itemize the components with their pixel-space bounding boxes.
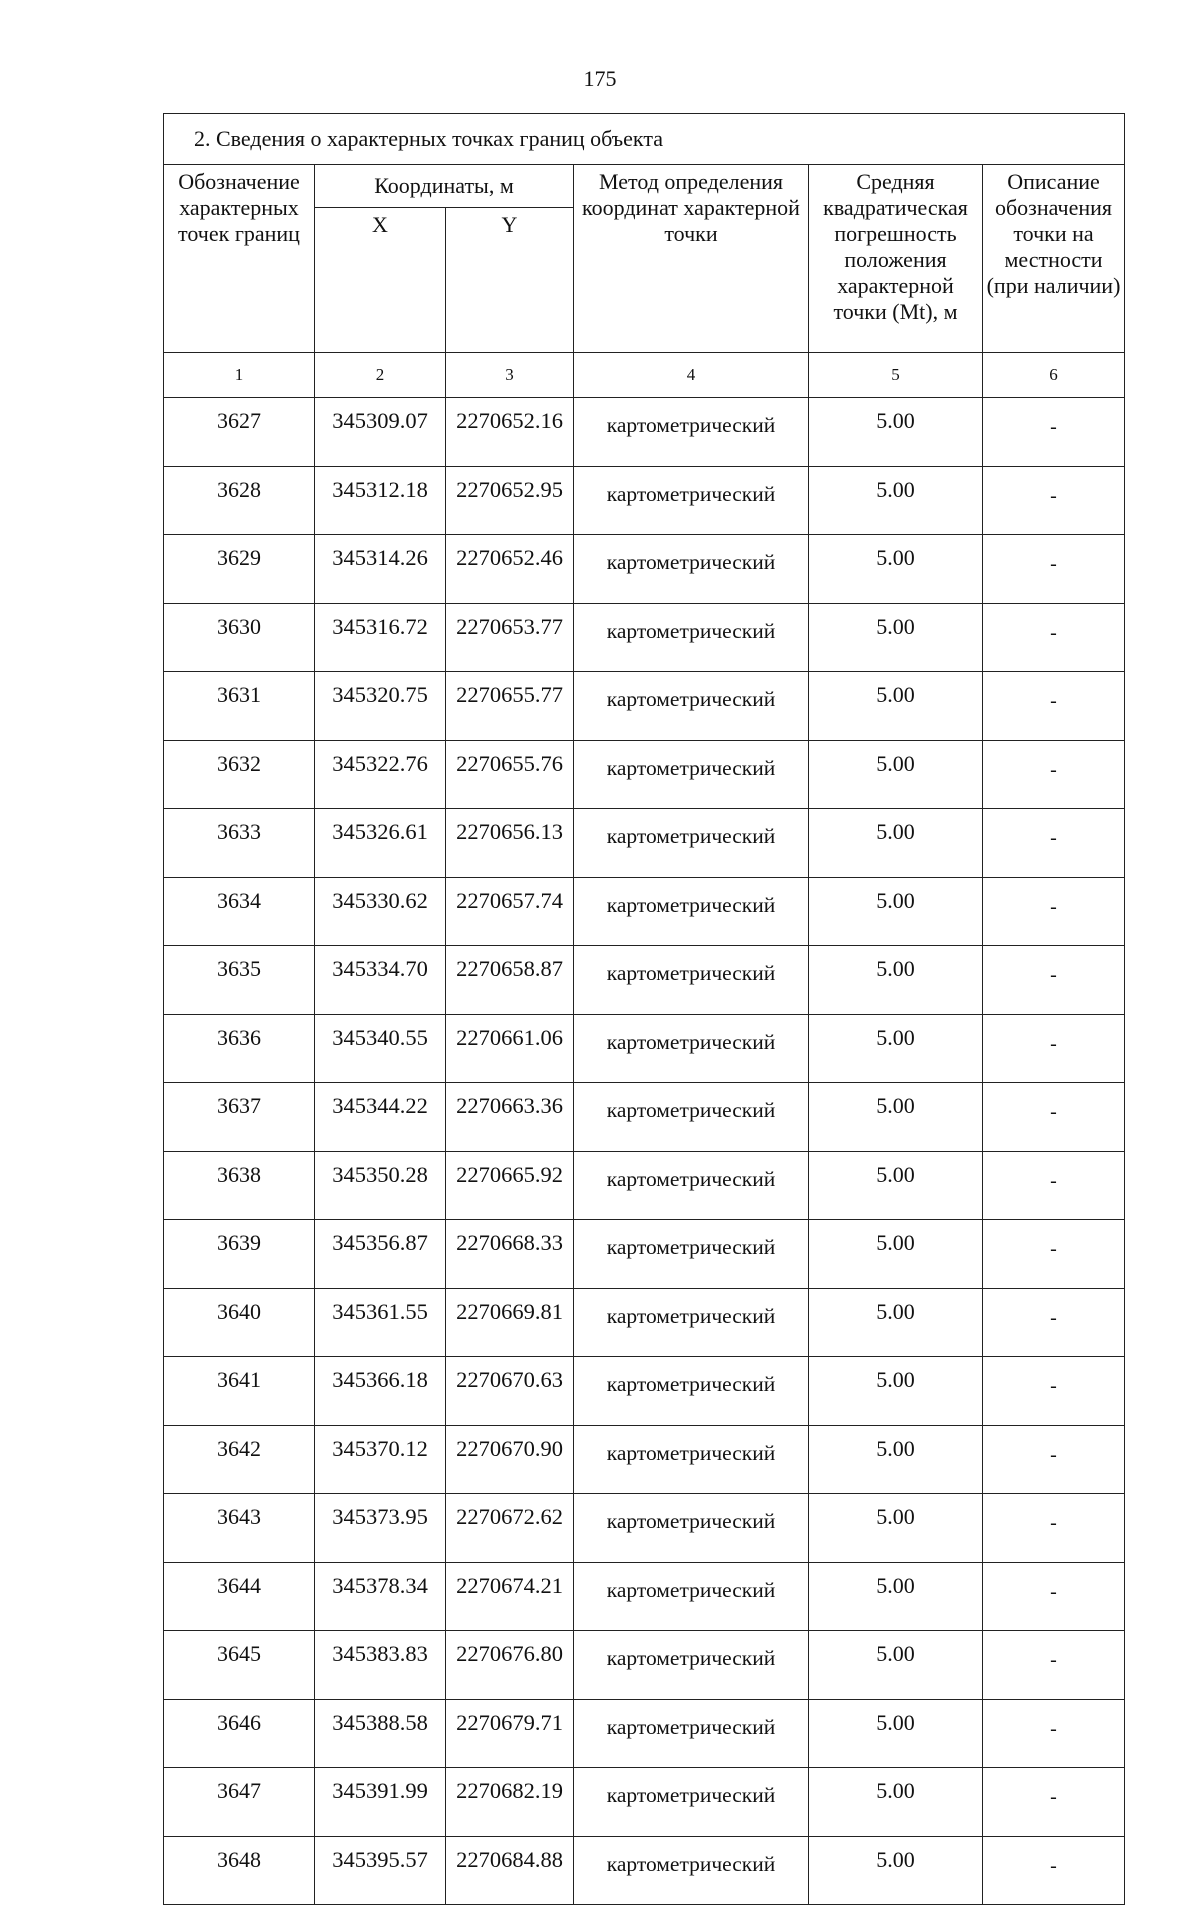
- coordinate-y: 2270652.16: [446, 398, 574, 467]
- description-cell: -: [983, 877, 1125, 946]
- description-cell: -: [983, 1494, 1125, 1563]
- point-id: 3648: [164, 1836, 315, 1905]
- error-cell: 5.00: [809, 1288, 983, 1357]
- table-row: [164, 398, 1125, 467]
- description-cell: -: [983, 1836, 1125, 1905]
- table-row: [164, 740, 1125, 809]
- error-cell: 5.00: [809, 946, 983, 1015]
- description-cell: -: [983, 946, 1125, 1015]
- coordinate-y: 2270668.33: [446, 1220, 574, 1289]
- method-cell: картометрический: [574, 1357, 809, 1426]
- coordinate-y: 2270661.06: [446, 1014, 574, 1083]
- table-row: [164, 466, 1125, 535]
- method-cell: картометрический: [574, 1768, 809, 1837]
- coordinate-x: 345340.55: [315, 1014, 446, 1083]
- header-y: Y: [446, 208, 574, 353]
- coordinate-x: 345334.70: [315, 946, 446, 1015]
- description-cell: -: [983, 1425, 1125, 1494]
- error-cell: 5.00: [809, 1562, 983, 1631]
- table-row: [164, 1631, 1125, 1700]
- column-number: 3: [446, 353, 574, 398]
- point-id: 3642: [164, 1425, 315, 1494]
- method-cell: картометрический: [574, 1083, 809, 1152]
- error-cell: 5.00: [809, 1699, 983, 1768]
- coordinate-y: 2270684.88: [446, 1836, 574, 1905]
- method-cell: картометрический: [574, 1288, 809, 1357]
- header-method: Метод определения координат характерной точки: [574, 165, 809, 353]
- point-id: 3641: [164, 1357, 315, 1426]
- point-id: 3638: [164, 1151, 315, 1220]
- header-designation: Обозначение характерных точек границ: [164, 165, 315, 353]
- method-cell: картометрический: [574, 1631, 809, 1700]
- error-cell: 5.00: [809, 1631, 983, 1700]
- coordinate-y: 2270670.63: [446, 1357, 574, 1426]
- method-cell: картометрический: [574, 946, 809, 1015]
- coordinate-y: 2270665.92: [446, 1151, 574, 1220]
- method-cell: картометрический: [574, 603, 809, 672]
- coordinate-y: 2270658.87: [446, 946, 574, 1015]
- description-cell: -: [983, 672, 1125, 741]
- coordinate-x: 345366.18: [315, 1357, 446, 1426]
- coordinate-x: 345356.87: [315, 1220, 446, 1289]
- point-id: 3629: [164, 535, 315, 604]
- description-cell: -: [983, 398, 1125, 467]
- description-cell: -: [983, 1151, 1125, 1220]
- coordinate-x: 345344.22: [315, 1083, 446, 1152]
- coordinate-y: 2270682.19: [446, 1768, 574, 1837]
- table-row: [164, 1357, 1125, 1426]
- method-cell: картометрический: [574, 1425, 809, 1494]
- point-id: 3640: [164, 1288, 315, 1357]
- error-cell: 5.00: [809, 1768, 983, 1837]
- table-row: [164, 877, 1125, 946]
- point-id: 3628: [164, 466, 315, 535]
- table-row: [164, 1151, 1125, 1220]
- column-number: 2: [315, 353, 446, 398]
- table-row: [164, 1562, 1125, 1631]
- description-cell: -: [983, 1631, 1125, 1700]
- table-row: [164, 1083, 1125, 1152]
- coordinate-y: 2270663.36: [446, 1083, 574, 1152]
- table-row: [164, 603, 1125, 672]
- coordinate-x: 345383.83: [315, 1631, 446, 1700]
- description-cell: -: [983, 1699, 1125, 1768]
- coordinate-x: 345388.58: [315, 1699, 446, 1768]
- error-cell: 5.00: [809, 398, 983, 467]
- error-cell: 5.00: [809, 1220, 983, 1289]
- point-id: 3633: [164, 809, 315, 878]
- table-row: [164, 535, 1125, 604]
- method-cell: картометрический: [574, 535, 809, 604]
- table-row: [164, 672, 1125, 741]
- coordinate-x: 345326.61: [315, 809, 446, 878]
- method-cell: картометрический: [574, 672, 809, 741]
- column-number: 4: [574, 353, 809, 398]
- point-id: 3630: [164, 603, 315, 672]
- description-cell: -: [983, 1562, 1125, 1631]
- point-id: 3647: [164, 1768, 315, 1837]
- point-id: 3627: [164, 398, 315, 467]
- description-cell: -: [983, 1357, 1125, 1426]
- coordinate-y: 2270679.71: [446, 1699, 574, 1768]
- coordinate-x: 345373.95: [315, 1494, 446, 1563]
- description-cell: -: [983, 1220, 1125, 1289]
- description-cell: -: [983, 740, 1125, 809]
- coordinate-x: 345350.28: [315, 1151, 446, 1220]
- table-row: [164, 1494, 1125, 1563]
- coordinate-x: 345314.26: [315, 535, 446, 604]
- point-id: 3637: [164, 1083, 315, 1152]
- description-cell: -: [983, 466, 1125, 535]
- method-cell: картометрический: [574, 1220, 809, 1289]
- method-cell: картометрический: [574, 809, 809, 878]
- description-cell: -: [983, 603, 1125, 672]
- coordinate-x: 345312.18: [315, 466, 446, 535]
- method-cell: картометрический: [574, 877, 809, 946]
- table-row: [164, 1425, 1125, 1494]
- coordinate-x: 345322.76: [315, 740, 446, 809]
- description-cell: -: [983, 1768, 1125, 1837]
- coordinate-y: 2270676.80: [446, 1631, 574, 1700]
- table-row: [164, 1699, 1125, 1768]
- error-cell: 5.00: [809, 672, 983, 741]
- description-cell: -: [983, 1083, 1125, 1152]
- coordinate-y: 2270656.13: [446, 809, 574, 878]
- coordinate-y: 2270657.74: [446, 877, 574, 946]
- method-cell: картометрический: [574, 1494, 809, 1563]
- point-id: 3645: [164, 1631, 315, 1700]
- point-id: 3631: [164, 672, 315, 741]
- coordinate-y: 2270669.81: [446, 1288, 574, 1357]
- error-cell: 5.00: [809, 1494, 983, 1563]
- description-cell: -: [983, 535, 1125, 604]
- coordinate-y: 2270653.77: [446, 603, 574, 672]
- coordinate-x: 345309.07: [315, 398, 446, 467]
- table-row: [164, 1768, 1125, 1837]
- method-cell: картометрический: [574, 466, 809, 535]
- header-description: Описание обозначения точки на местности (при наличии): [983, 165, 1125, 353]
- coordinate-y: 2270672.62: [446, 1494, 574, 1563]
- column-number: 6: [983, 353, 1125, 398]
- error-cell: 5.00: [809, 1083, 983, 1152]
- method-cell: картометрический: [574, 740, 809, 809]
- point-id: 3639: [164, 1220, 315, 1289]
- error-cell: 5.00: [809, 1357, 983, 1426]
- method-cell: картометрический: [574, 1836, 809, 1905]
- coordinate-x: 345378.34: [315, 1562, 446, 1631]
- coordinate-x: 345391.99: [315, 1768, 446, 1837]
- coordinate-x: 345316.72: [315, 603, 446, 672]
- coordinate-y: 2270652.95: [446, 466, 574, 535]
- method-cell: картометрический: [574, 398, 809, 467]
- point-id: 3636: [164, 1014, 315, 1083]
- table-row: [164, 1220, 1125, 1289]
- coordinate-y: 2270652.46: [446, 535, 574, 604]
- description-cell: -: [983, 1288, 1125, 1357]
- point-id: 3646: [164, 1699, 315, 1768]
- coordinate-x: 345320.75: [315, 672, 446, 741]
- point-id: 3643: [164, 1494, 315, 1563]
- error-cell: 5.00: [809, 466, 983, 535]
- point-id: 3644: [164, 1562, 315, 1631]
- error-cell: 5.00: [809, 535, 983, 604]
- coordinate-x: 345361.55: [315, 1288, 446, 1357]
- error-cell: 5.00: [809, 877, 983, 946]
- description-cell: -: [983, 1014, 1125, 1083]
- error-cell: 5.00: [809, 1425, 983, 1494]
- point-id: 3635: [164, 946, 315, 1015]
- section-title: 2. Сведения о характерных точках границ объекта: [164, 114, 1125, 165]
- coordinate-y: 2270655.77: [446, 672, 574, 741]
- coordinate-x: 345330.62: [315, 877, 446, 946]
- table-row: [164, 1288, 1125, 1357]
- method-cell: картометрический: [574, 1014, 809, 1083]
- page-number: 175: [583, 66, 617, 91]
- boundary-points-table: [163, 113, 1125, 1905]
- method-cell: картометрический: [574, 1151, 809, 1220]
- point-id: 3634: [164, 877, 315, 946]
- coordinate-x: 345395.57: [315, 1836, 446, 1905]
- method-cell: картометрический: [574, 1562, 809, 1631]
- column-number: 1: [164, 353, 315, 398]
- coordinate-y: 2270674.21: [446, 1562, 574, 1631]
- error-cell: 5.00: [809, 740, 983, 809]
- header-error: Средняя квадратическая погрешность положения характерной точки (Mt), м: [809, 165, 983, 353]
- table-row: [164, 809, 1125, 878]
- table-row: [164, 946, 1125, 1015]
- error-cell: 5.00: [809, 809, 983, 878]
- header-coordinates: Координаты, м: [315, 165, 574, 208]
- table-row: [164, 1014, 1125, 1083]
- error-cell: 5.00: [809, 1014, 983, 1083]
- error-cell: 5.00: [809, 1836, 983, 1905]
- column-number-row: [164, 353, 1125, 398]
- coordinate-x: 345370.12: [315, 1425, 446, 1494]
- error-cell: 5.00: [809, 1151, 983, 1220]
- description-cell: -: [983, 809, 1125, 878]
- column-number: 5: [809, 353, 983, 398]
- table-row: [164, 1836, 1125, 1905]
- header-x: X: [315, 208, 446, 353]
- coordinate-y: 2270655.76: [446, 740, 574, 809]
- error-cell: 5.00: [809, 603, 983, 672]
- coordinate-y: 2270670.90: [446, 1425, 574, 1494]
- method-cell: картометрический: [574, 1699, 809, 1768]
- point-id: 3632: [164, 740, 315, 809]
